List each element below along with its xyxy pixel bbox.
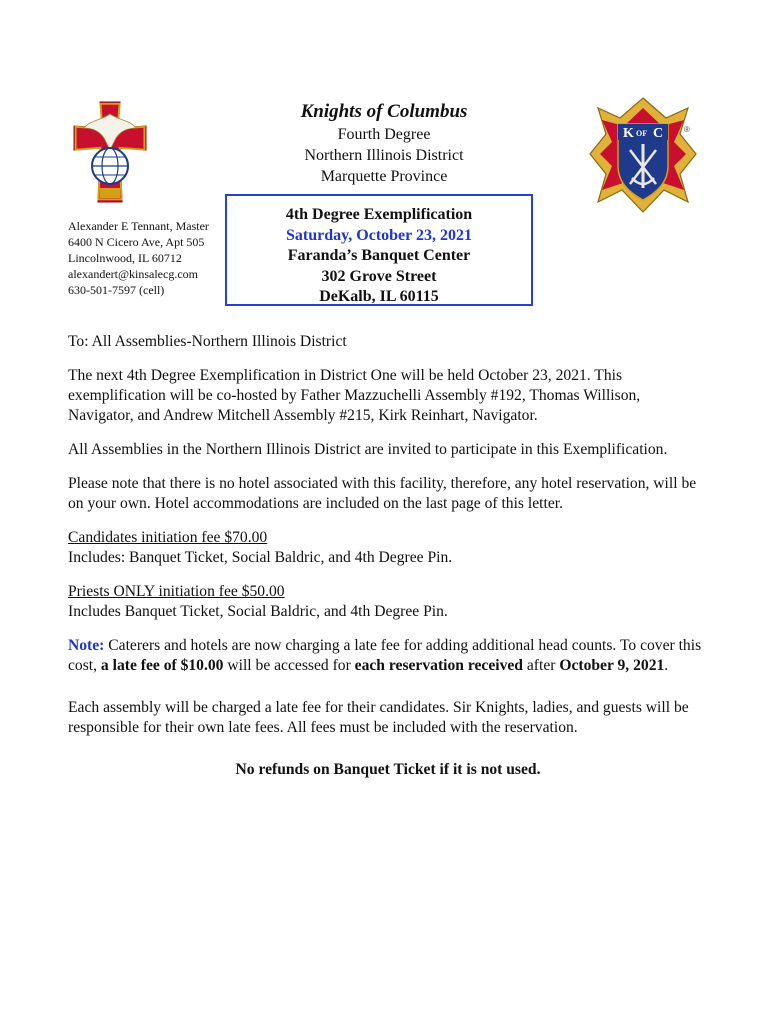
candidate-fee-title: Candidates initiation fee $70.00: [68, 529, 268, 546]
district-line: Northern Illinois District: [304, 147, 464, 164]
note-text-1: Caterers and hotels are now charging a late fee for adding additional head counts. To cover this cost,: [68, 637, 702, 674]
event-title: 4th Degree Exemplification: [285, 206, 473, 223]
registered-mark: ®: [684, 125, 690, 134]
late-fee-note: [68, 636, 708, 676]
note-text-4: .: [664, 657, 669, 674]
note-deadline: October 9, 2021: [559, 657, 665, 674]
letterhead: [230, 100, 538, 187]
event-details-box: [225, 194, 533, 306]
paragraph-invitation: All Assemblies in the Northern Illinois District are invited to participate in this Exemplification.: [68, 441, 668, 458]
logo-letter-k: K: [623, 126, 634, 141]
paragraph-announcement: The next 4th Degree Exemplification in District One will be held October 23, 2021. This exemplification will be co-hosted by Father Mazzuchelli Assembly #192, Thomas Willison, Navigator, and Andrew Mitchell Assembly #215, Kirk Reinhart, Navigator.: [68, 367, 641, 424]
logo-letter-c: C: [653, 126, 664, 141]
event-date: Saturday, October 23, 2021: [286, 226, 472, 244]
candidate-fee-includes: Includes: Banquet Ticket, Social Baldric, and 4th Degree Pin.: [68, 549, 453, 566]
note-label: Note:: [68, 637, 105, 654]
priest-fee-title: Priests ONLY initiation fee $50.00: [68, 583, 285, 600]
letter-body: [68, 332, 708, 780]
recipient-line: To: All Assemblies-Northern Illinois District: [68, 333, 347, 350]
event-street: 302 Grove Street: [321, 267, 437, 285]
sender-street: 6400 N Cicero Ave, Apt 505: [68, 235, 205, 249]
note-late-fee-amount: a late fee of $10.00: [100, 657, 224, 674]
sender-name: Alexander E Tennant, Master: [68, 219, 209, 233]
paragraph-hotel: Please note that there is no hotel associated with this facility, therefore, any hotel reservation, will be on your own. Hotel accommodations are included on the last page of this letter.: [68, 475, 697, 512]
organization-title: Knights of Columbus: [300, 101, 468, 122]
event-venue: Faranda’s Banquet Center: [287, 247, 471, 264]
sender-email: alexandert@kinsalecg.com: [68, 267, 198, 281]
note-text-3: after: [522, 657, 560, 674]
province-line: Marquette Province: [320, 168, 448, 185]
paragraph-late-fees: Each assembly will be charged a late fee for their candidates. Sir Knights, ladies, and guests will be responsible for their own late fees. All fees must be included with the reservation.: [68, 699, 689, 736]
logo-letter-of: OF: [636, 129, 648, 138]
sender-contact: [68, 218, 209, 298]
note-text-2: will be accessed for: [223, 657, 355, 674]
knights-of-columbus-emblem-icon: [588, 96, 698, 214]
sender-phone: 630-501-7597 (cell): [68, 283, 165, 297]
sender-city: Lincolnwood, IL 60712: [68, 251, 182, 265]
event-city: DeKalb, IL 60115: [319, 288, 439, 305]
fourth-degree-emblem-icon: [66, 98, 154, 208]
priest-fee-includes: Includes Banquet Ticket, Social Baldric, and 4th Degree Pin.: [68, 603, 448, 620]
note-each-reservation: each reservation received: [354, 657, 523, 674]
no-refunds-notice: No refunds on Banquet Ticket if it is not used.: [235, 761, 541, 778]
degree-line: Fourth Degree: [337, 126, 431, 143]
